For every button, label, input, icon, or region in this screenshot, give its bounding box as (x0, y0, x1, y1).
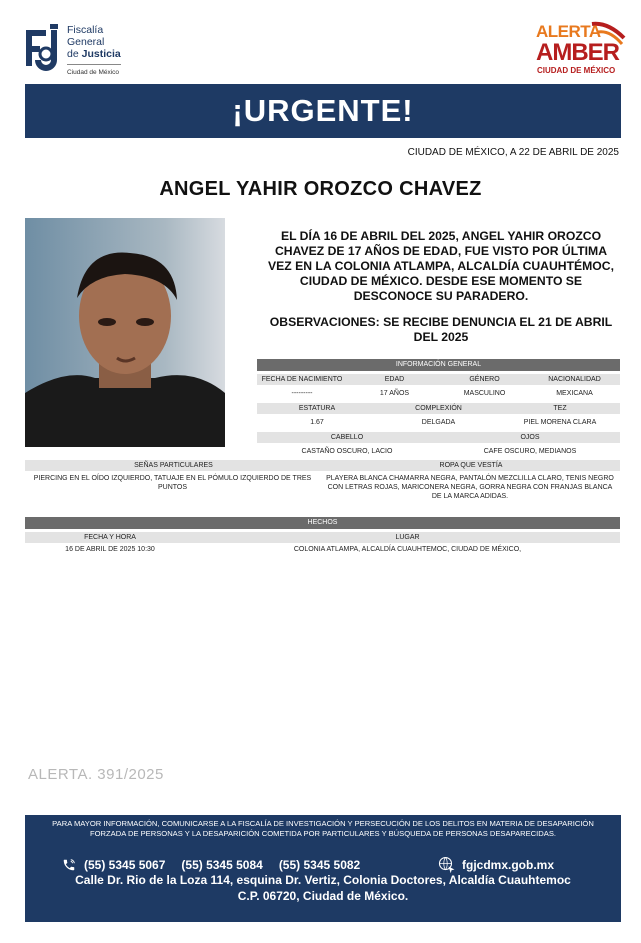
facts-values (25, 544, 620, 555)
header-fecha-hora: FECHA Y HORA (84, 534, 136, 541)
fgj-line1: Fiscalía (67, 24, 104, 36)
amber-line2: AMBER (536, 39, 619, 66)
header-nacionalidad: NACIONALIDAD (548, 376, 601, 383)
alert-number: ALERTA. 391/2025 (28, 766, 164, 783)
header-lugar: LUGAR (395, 534, 420, 541)
urgent-banner: ¡URGENTE! (25, 84, 621, 138)
value-ojos: CAFE OSCURO, MEDIANOS (483, 448, 577, 455)
value-lugar: COLONIA ATLAMPA, ALCALDÍA CUAUHTEMOC, CIUDAD DE MÉXICO, (293, 546, 522, 553)
value-fecha-hora: 16 DE ABRIL DE 2025 10:30 (65, 546, 155, 553)
phone-icon (62, 858, 76, 872)
general-info-title: INFORMACIÓN GENERAL (257, 359, 620, 371)
value-senas: PIERCING EN EL OÍDO IZQUIERDO, TATUAJE EN EL PÓMULO IZQUIERDO DE TRES PUNTOS (33, 475, 312, 491)
header-genero: GÉNERO (469, 376, 500, 383)
header-estatura: ESTATURA (298, 405, 336, 412)
header-ojos: OJOS (520, 434, 540, 441)
header-tez: TEZ (553, 405, 567, 412)
footer-address (25, 872, 621, 904)
value-tez: PIEL MORENA CLARA (523, 419, 597, 426)
facts-title: HECHOS (25, 517, 620, 529)
general-info-headers-3 (257, 432, 620, 443)
address-line2: C.P. 06720, Ciudad de México. (237, 889, 409, 903)
header-ropa: ROPA QUE VESTÍA (439, 462, 503, 469)
general-info-values-2 (257, 417, 620, 428)
value-genero: MASCULINO (463, 390, 506, 397)
phone-1[interactable]: (55) 5345 5067 (84, 858, 166, 872)
fgj-line3a: de (67, 48, 82, 60)
fgj-wordmark (67, 24, 121, 79)
fgj-emblem-icon (24, 24, 62, 74)
header-fecha-nacimiento: FECHA DE NACIMIENTO (261, 376, 343, 383)
footer-phones (62, 858, 376, 872)
value-fecha-nacimiento: --------- (291, 390, 313, 397)
general-info-headers-1 (257, 374, 620, 385)
person-photo (25, 218, 225, 447)
footer-info-text: PARA MAYOR INFORMACIÓN, COMUNICARSE A LA FISCALÍA DE INVESTIGACIÓN Y PERSECUCIÓN DE LOS DELITOS EN MATERIA DE DESAPARICIÓN FORZADA DE PERSONAS Y LA DESAPARICIÓN COMETIDA POR PARTICULARES Y BÚSQUEDA DE PERSONAS DESAPARECIDAS. (52, 819, 594, 838)
fgj-line3b: Justicia (81, 48, 121, 60)
observations-text: OBSERVACIONES: SE RECIBE DENUNCIA EL 21 DE ABRIL DEL 2025 (269, 315, 613, 344)
general-info-values-1 (257, 388, 620, 399)
value-ropa: PLAYERA BLANCA CHAMARRA NEGRA, PANTALÓN MEZCLILLA CLARO, TENIS NEGRO CON LETRAS ROJAS, MARICONERA NEGRA, GORRA NEGRA CON FRANJAS BLANCA DE LA MARCA ADIDAS. (326, 475, 614, 500)
value-complexion: DELGADA (421, 419, 456, 426)
general-info-headers-2 (257, 403, 620, 414)
value-nacionalidad: MEXICANA (556, 390, 593, 397)
header (0, 0, 641, 84)
value-cabello: CASTAÑO OSCURO, LACIO (301, 448, 393, 455)
description-text: EL DÍA 16 DE ABRIL DEL 2025, ANGEL YAHIR OROZCO CHAVEZ DE 17 AÑOS DE EDAD, FUE VISTO POR ÚLTIMA VEZ EN LA COLONIA ATLAMPA, ALCALDÍA CUAUHTÉMOC, CIUDAD DE MÉXICO. DESDE ESE MOMENTO SE DESCONOCE SU PARADERO. (268, 229, 614, 303)
value-edad: 17 AÑOS (379, 390, 410, 397)
amber-line1: ALERTA (536, 22, 601, 41)
amber-line3: CIUDAD DE MÉXICO (537, 66, 616, 75)
date-line: CIUDAD DE MÉXICO, A 22 DE ABRIL DE 2025 (407, 147, 619, 158)
general-info-values-3 (257, 446, 620, 457)
address-line1: Calle Dr. Rio de la Loza 114, esquina Dr. Vertiz, Colonia Doctores, Alcaldía Cuauhtemoc (75, 873, 571, 887)
fgj-line2: General (67, 36, 105, 48)
value-estatura: 1.67 (310, 419, 324, 426)
alerta-amber-logo (536, 20, 626, 80)
facts-headers (25, 532, 620, 543)
header-senas: SEÑAS PARTICULARES (134, 462, 213, 469)
website-link[interactable]: fgjcdmx.gob.mx (462, 858, 555, 872)
header-cabello: CABELLO (330, 434, 364, 441)
header-edad: EDAD (384, 376, 405, 383)
phone-2[interactable]: (55) 5345 5084 (181, 858, 263, 872)
fgj-line4: Ciudad de México (67, 64, 121, 79)
features-headers (25, 460, 620, 471)
header-complexion: COMPLEXIÓN (415, 405, 462, 412)
phone-3[interactable]: (55) 5345 5082 (278, 858, 361, 872)
person-photo-image (25, 218, 225, 447)
person-name: ANGEL YAHIR OROZCO CHAVEZ (159, 178, 482, 200)
fgj-logo (24, 24, 121, 79)
footer (25, 815, 621, 922)
